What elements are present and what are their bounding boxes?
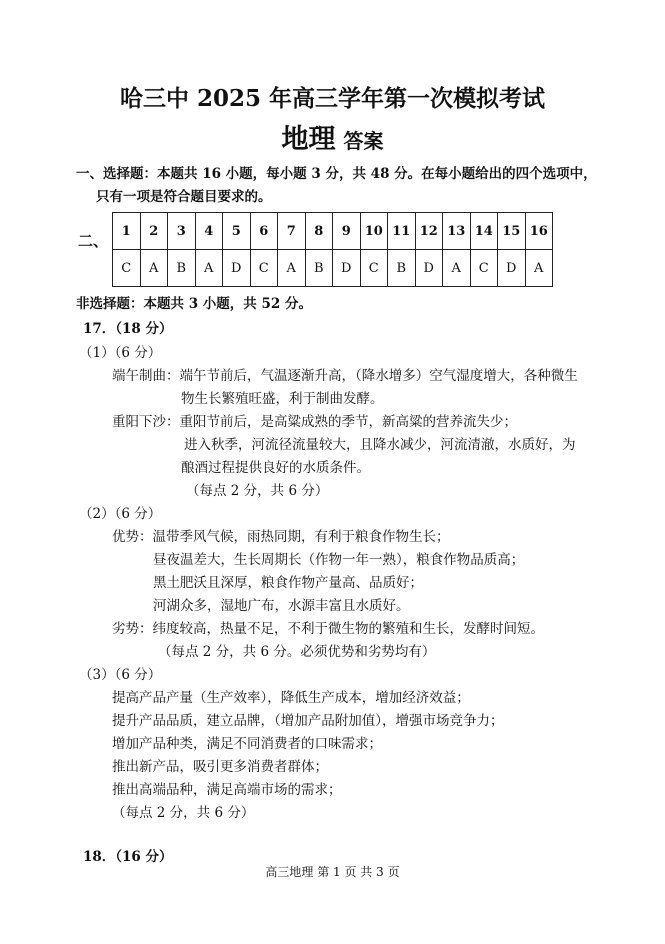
q17-heading: 17．（18 分） <box>83 321 173 337</box>
q17-part1-label: （1）（6 分） <box>79 345 162 361</box>
answer-cell: D <box>415 250 443 287</box>
question-number-cell: 12 <box>415 213 443 250</box>
answer-cell: B <box>305 250 333 287</box>
answer-cell: A <box>195 250 223 287</box>
answer-cell: D <box>223 250 251 287</box>
question-number-cell: 4 <box>195 213 223 250</box>
section1-line1: 一、选择题：本题共 16 小题，每小题 3 分，共 48 分。在每小题给出的四个选项中， <box>76 166 597 182</box>
q17-part1-line5: 酿酒过程提供良好的水质条件。 <box>181 460 370 476</box>
non-choice-heading: 非选择题：本题共 3 小题，共 52 分。 <box>76 296 312 312</box>
q17-part1-line2: 物生长繁殖旺盛，利于制曲发酵。 <box>181 391 384 407</box>
q17-part1-line4: 进入秋季，河流径流量较大，且降水减少，河流清澈，水质好，为 <box>184 437 576 453</box>
question-number-cell: 3 <box>168 213 196 250</box>
section1-line2: 只有一项是符合题目要求的。 <box>96 189 272 205</box>
answer-cell: A <box>443 250 471 287</box>
question-number-cell: 9 <box>333 213 361 250</box>
question-number-cell: 5 <box>223 213 251 250</box>
q17-part3-label: （3）（6 分） <box>79 667 162 683</box>
q17-part2-line1: 优势：温带季风气候，雨热同期，有利于粮食作物生长； <box>112 529 450 545</box>
question-number-cell: 7 <box>278 213 306 250</box>
question-number-cell: 11 <box>388 213 416 250</box>
q17-part3-score-note: （每点 2 分，共 6 分） <box>112 805 255 821</box>
question-number-cell: 16 <box>525 213 553 250</box>
q17-part3-line2: 提升产品品质，建立品牌，（增加产品附加值），增强市场竞争力； <box>112 713 504 729</box>
subject-label: 地理 <box>281 124 336 155</box>
answer-cell: C <box>113 250 141 287</box>
answer-cell: A <box>525 250 553 287</box>
answer-cell: A <box>140 250 168 287</box>
question-number-cell: 8 <box>305 213 333 250</box>
answer-table-answer-row <box>113 250 553 287</box>
answer-label: 答案 <box>343 129 384 153</box>
q17-part1-line1: 端午制曲：端午节前后，气温逐渐升高，（降水增多）空气湿度增大，各种微生 <box>112 368 578 384</box>
question-number-cell: 14 <box>470 213 498 250</box>
answer-cell: C <box>470 250 498 287</box>
page-subtitle <box>0 117 665 156</box>
q17-part2-label: （2）（6 分） <box>79 506 162 522</box>
question-number-cell: 2 <box>140 213 168 250</box>
q17-part2-line5: 劣势：纬度较高，热量不足，不利于微生物的繁殖和生长，发酵时间短。 <box>112 621 544 637</box>
q17-part3-line1: 提高产品产量（生产效率），降低生产成本，增加经济效益； <box>112 690 470 706</box>
q17-part1-line3: 重阳下沙：重阳节前后，是高粱成熟的季节，新高粱的营养流失少； <box>112 414 517 430</box>
q17-part2-line3: 黑土肥沃且深厚，粮食作物产量高、品质好； <box>153 575 423 591</box>
answer-cell: B <box>168 250 196 287</box>
answer-cell: B <box>388 250 416 287</box>
answer-cell: C <box>250 250 278 287</box>
q17-part2-score-note: （每点 2 分，共 6 分。必须优势和劣势均有） <box>158 644 436 660</box>
q18-heading: 18．（16 分） <box>83 849 173 865</box>
q17-part2-line2: 昼夜温差大，生长周期长（作物一年一熟），粮食作物品质高； <box>153 552 525 568</box>
answer-cell: D <box>333 250 361 287</box>
q17-part1-score-note: （每点 2 分，共 6 分） <box>186 483 329 499</box>
answer-table <box>112 212 553 287</box>
page-title: 哈三中 2025 年高三学年第一次模拟考试 <box>119 85 546 112</box>
answer-cell: C <box>360 250 388 287</box>
page-footer: 高三地理 第 1 页 共 3 页 <box>265 865 400 879</box>
question-number-cell: 13 <box>443 213 471 250</box>
section2-label: 二、 <box>78 232 109 250</box>
question-number-cell: 15 <box>498 213 526 250</box>
question-number-cell: 6 <box>250 213 278 250</box>
q17-part2-line4: 河湖众多，湿地广布，水源丰富且水质好。 <box>153 598 410 614</box>
q17-part3-line5: 推出高端品种，满足高端市场的需求； <box>112 782 342 798</box>
question-number-cell: 10 <box>360 213 388 250</box>
question-number-cell: 1 <box>113 213 141 250</box>
answer-cell: A <box>278 250 306 287</box>
q17-part3-line3: 增加产品种类，满足不同消费者的口味需求； <box>112 736 382 752</box>
answer-cell: D <box>498 250 526 287</box>
q17-part3-line4: 推出新产品，吸引更多消费者群体； <box>112 759 328 775</box>
answer-table-number-row <box>113 213 553 250</box>
